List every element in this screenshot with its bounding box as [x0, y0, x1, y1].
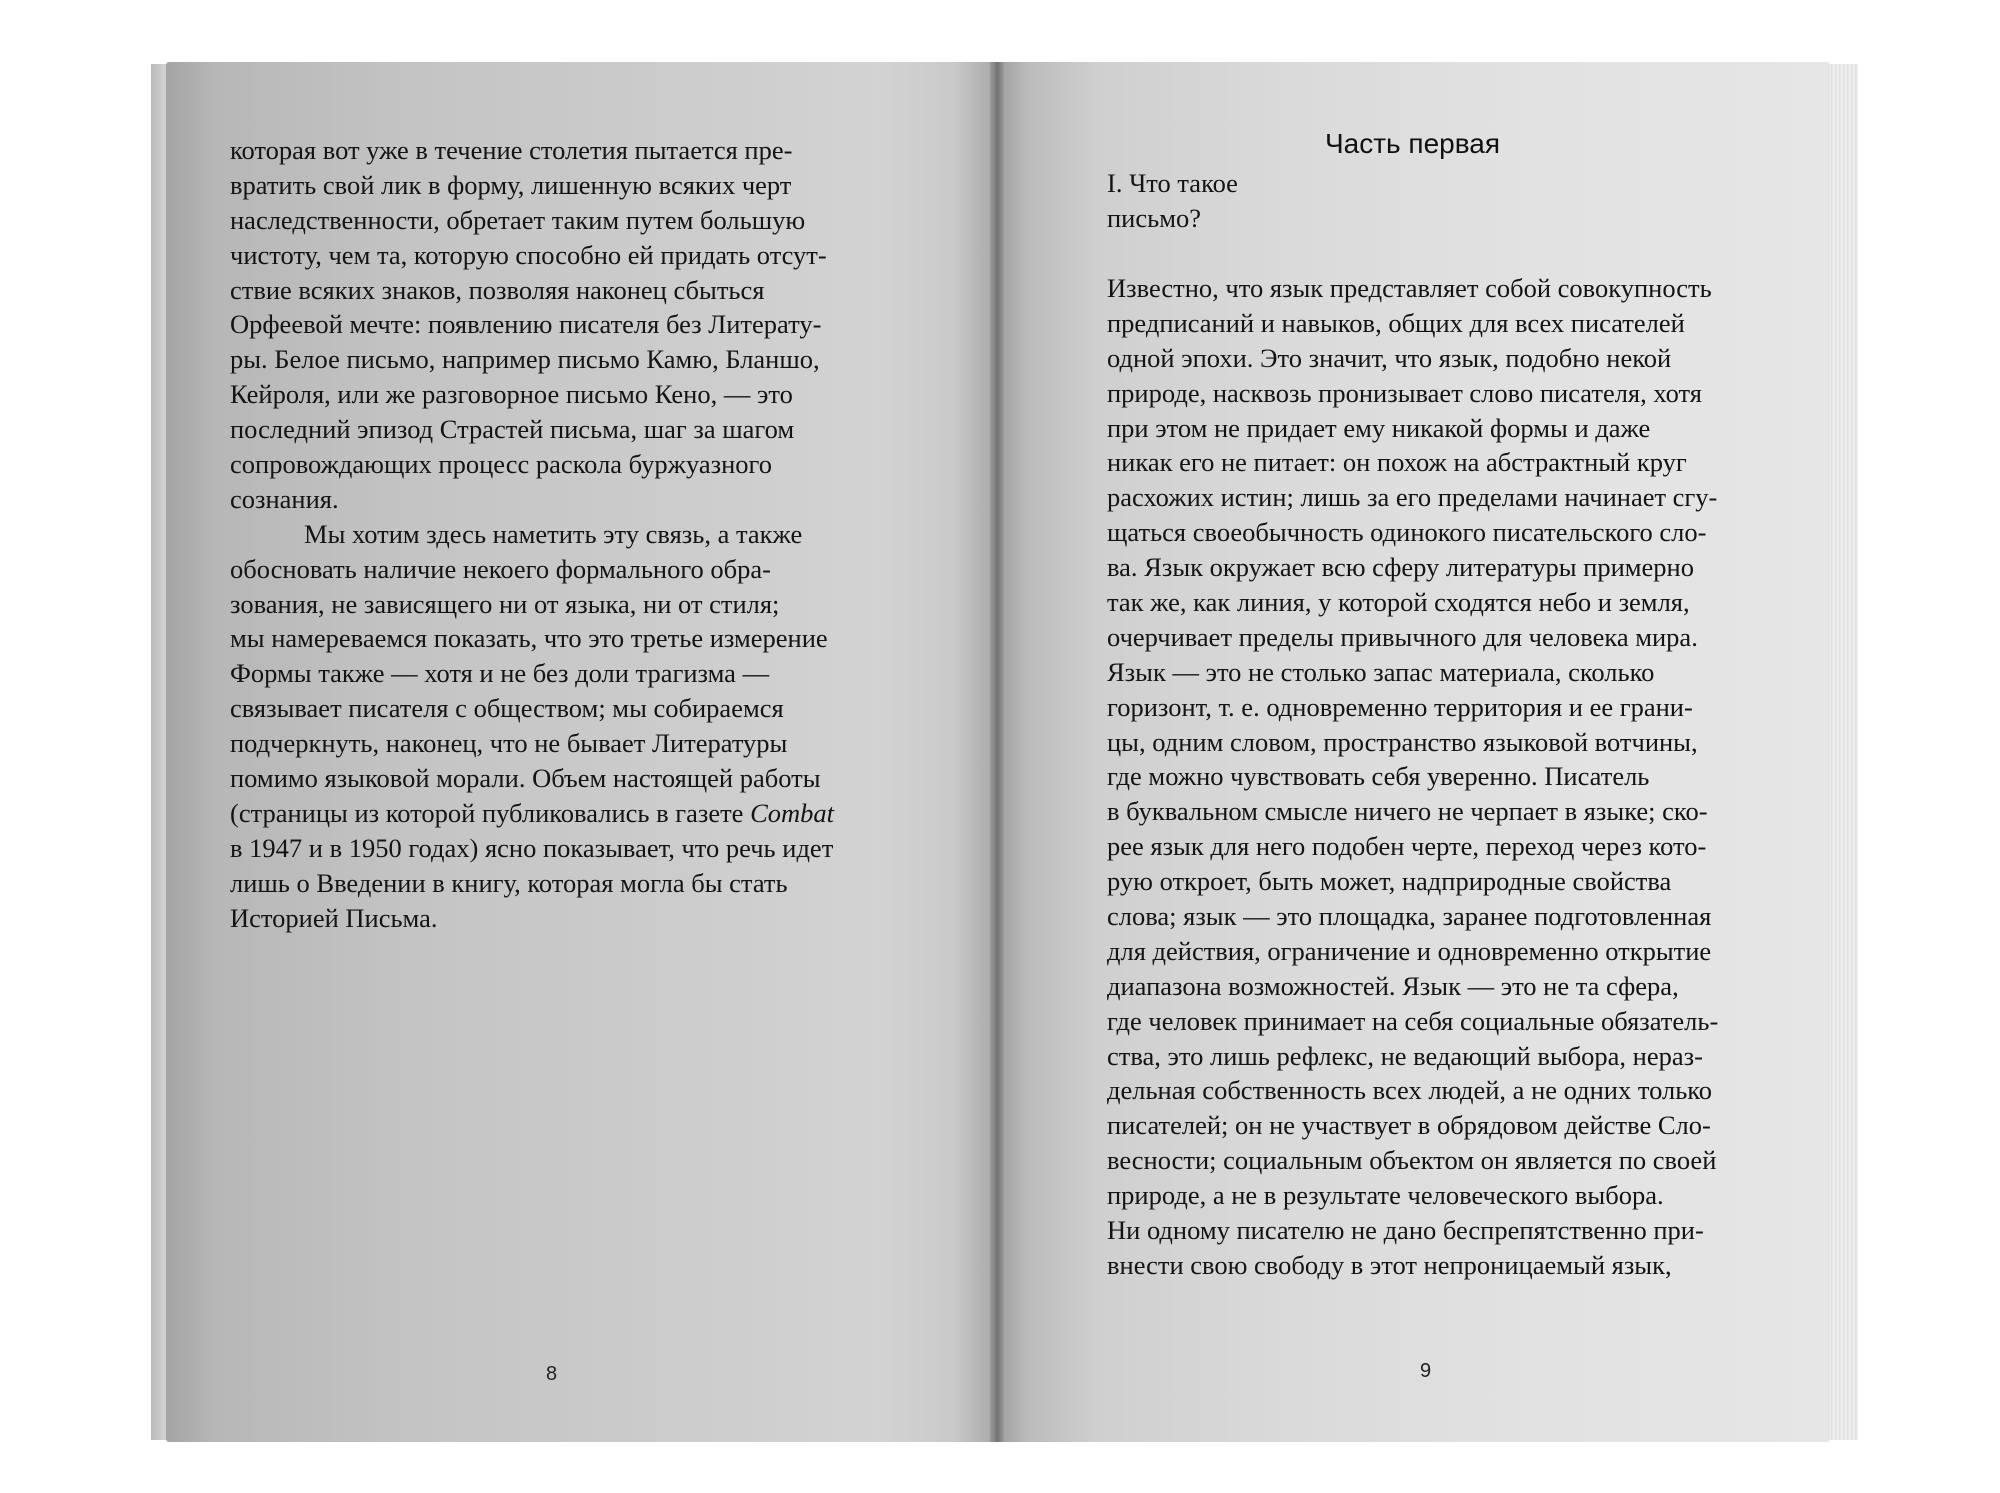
text-line: расхожих истин; лишь за его пределами начинает сгу- — [1107, 482, 1718, 513]
text-line: Историей Письма. — [230, 902, 438, 933]
text-line: при этом не придает ему никакой формы и даже — [1107, 412, 1651, 443]
text-line: слова; язык — это площадка, заранее подготовленная — [1107, 901, 1712, 932]
text-line: лишь о Введении в книгу, которая могла бы стать — [230, 867, 788, 898]
text-line: подчеркнуть, наконец, что не бывает Литературы — [230, 728, 788, 759]
text-line: обосновать наличие некоего формального обра- — [230, 553, 771, 584]
section-heading-line: письмо? — [1107, 202, 1201, 233]
text-line: рую откроет, быть может, надприродные свойства — [1107, 866, 1672, 897]
paragraph-start-line: Мы хотим здесь наметить эту связь, а также — [304, 518, 803, 549]
text-line: Известно, что язык представляет собой совокупность — [1107, 273, 1712, 303]
text-line: помимо языковой морали. Объем настоящей работы — [230, 763, 821, 794]
chapter-title: Часть первая — [1325, 128, 1501, 159]
text-line: вратить свой лик в форму, лишенную всяких черт — [230, 169, 792, 200]
text-line: где можно чувствовать себя уверенно. Писатель — [1107, 761, 1650, 792]
text-line: Орфеевой мечте: появлению писателя без Литерату- — [230, 309, 822, 340]
text-line: так же, как линия, у которой сходятся небо и земля, — [1107, 587, 1690, 618]
text-line: ры. Белое письмо, например письмо Камю, Бланшо, — [230, 344, 820, 375]
text-line: очерчивает пределы привычного для человека мира. — [1107, 621, 1698, 652]
text-line: природе, а не в результате человеческого выбора. — [1107, 1180, 1664, 1211]
text-line: (страницы из которой публиковались в газете Combat — [230, 797, 834, 828]
text-line: в 1947 и в 1950 годах) ясно показывает, что речь идет — [230, 832, 834, 863]
text-line: наследственности, обретает таким путем большую — [230, 204, 806, 235]
text-line: никак его не питает: он похож на абстрактный круг — [1107, 447, 1687, 478]
text-line: ва. Язык окружает всю сферу литературы примерно — [1107, 552, 1694, 583]
text-line: для действия, ограничение и одновременно открытие — [1107, 935, 1712, 966]
book-spine-shadow — [990, 62, 1004, 1442]
text-line: которая вот уже в течение столетия пытается пре- — [230, 135, 793, 165]
text-line: чистоту, чем та, которую способно ей придать отсут- — [230, 239, 827, 270]
text-line: весности; социальным объектом он является по своей — [1107, 1145, 1717, 1176]
newspaper-title: Combat — [750, 797, 834, 828]
text-line: последний эпизод Страстей письма, шаг за шагом — [230, 414, 795, 445]
text-line: горизонт, т. е. одновременно территория и ее грани- — [1107, 691, 1693, 722]
text-line: дельная собственность всех людей, а не одних только — [1107, 1075, 1713, 1106]
text-line: цы, одним словом, пространство языковой вотчины, — [1107, 726, 1698, 757]
section-heading-line: I. Что такое — [1107, 168, 1238, 198]
right-page-number: 9 — [1420, 1360, 1432, 1382]
text-line: в буквальном смысле ничего не черпает в языке; ско- — [1107, 796, 1708, 827]
text-line: связывает писателя с обществом; мы собираемся — [230, 693, 784, 724]
text-line: сознания. — [230, 483, 339, 514]
section-heading — [1107, 166, 1238, 236]
text-line: Кейроля, или же разговорное письмо Кено, — это — [230, 379, 793, 410]
text-line: где человек принимает на себя социальные обязатель- — [1107, 1005, 1719, 1036]
text-line: диапазона возможностей. Язык — это не та сфера, — [1107, 970, 1679, 1001]
left-page-body — [230, 133, 834, 935]
text-line: ствие всяких знаков, позволяя наконец сбыться — [230, 274, 765, 305]
text-line: рее язык для него подобен черте, переход через кото- — [1107, 831, 1707, 862]
text-line: природе, насквозь пронизывает слово писателя, хотя — [1107, 377, 1702, 408]
text-line: Ни одному писателю не дано беспрепятственно при- — [1107, 1215, 1704, 1246]
text-line: предписаний и навыков, общих для всех писателей — [1107, 307, 1685, 338]
left-page-number: 8 — [546, 1363, 558, 1385]
text-line: ства, это лишь рефлекс, не ведающий выбора, нераз- — [1107, 1040, 1703, 1071]
text-line: зования, не зависящего ни от языка, ни от стиля; — [230, 588, 780, 619]
text-line: писателей; он не участвует в обрядовом действе Сло- — [1107, 1110, 1711, 1141]
right-page-stack-edge — [1828, 64, 1858, 1440]
text-line: одной эпохи. Это значит, что язык, подобно некой — [1107, 342, 1672, 373]
text-line: Язык — это не столько запас материала, сколько — [1107, 656, 1655, 687]
text-line: щаться своеобычность одинокого писательского сло- — [1107, 517, 1707, 548]
text-line: внести свою свободу в этот непроницаемый язык, — [1107, 1249, 1672, 1280]
text-line: мы намереваемся показать, что это третье измерение — [230, 623, 828, 654]
text-line: сопровождающих процесс раскола буржуазного — [230, 449, 772, 480]
right-page-body — [1107, 271, 1718, 1283]
text-line: Формы также — хотя и не без доли трагизма — — [230, 658, 770, 689]
